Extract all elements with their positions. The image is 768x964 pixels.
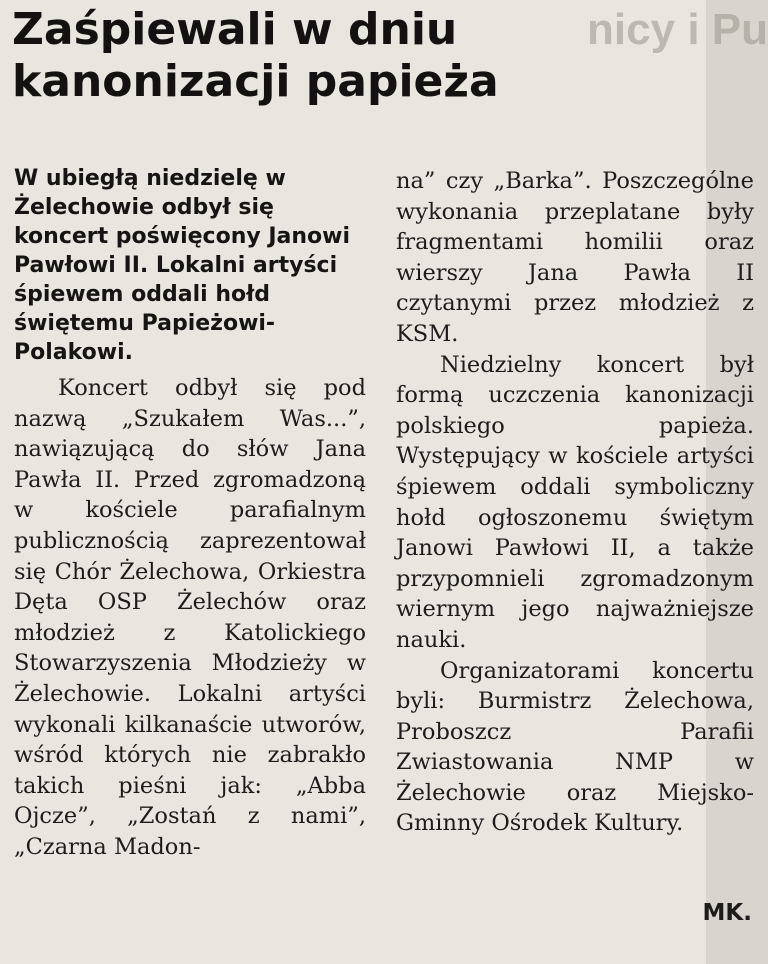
paragraph-2: [396, 350, 754, 656]
article-lead: W ubiegłą niedzielę w Żelechowie odbył się koncert poświęcony Janowi Pawłowi II. Lokalni artyści śpiewem oddali hołd świętemu Papieżowi-Polakowi.: [14, 166, 351, 365]
paragraph-1-continued: na” czy „Barka”. Poszczególne wykonania przeplatane były fragmentami homilii oraz wierszy Jana Pawła II czytanymi przez młodzież z KSM.: [396, 168, 754, 347]
article-headline: Zaśpiewali w dniu kanonizacji papieża: [12, 4, 499, 107]
author-signature: MK.: [702, 900, 752, 926]
paragraph-2-text: Niedzielny koncert był formą uczczenia kanonizacji polskiego papieża. Występujący w kościele artyści śpiewem oddali symboliczny hołd ogłoszonemu świętym Janowi Pawłowi II, a także przypomnieli zgromadzonym wiernym jego najważniejsze nauki.: [396, 351, 754, 653]
paragraph-3-text: Organizatorami koncertu byli: Burmistrz Żelechowa, Proboszcz Parafii Zwiastowania NMP w Żelechowie oraz Miejsko-Gminny Ośrodek Kultury.: [396, 657, 754, 837]
column-right: [396, 166, 754, 839]
paragraph-1-text: Koncert odbył się pod nazwą „Szukałem Was...”, nawiązującą do słów Jana Pawła II. Przed zgromadzoną w kościele parafialnym publicznością zaprezentował się Chór Żelechowa, Orkiestra Dęta OSP Żelechów oraz młodzież z Katolickiego Stowarzyszenia Młodzieży w Żelechowie. Lokalni artyści wykonali kilkanaście utworów, wśród których nie zabrakło takich pieśni jak: „Abba Ojcze”, „Zostań z nami”, „Czarna Madon-: [14, 375, 366, 860]
adjacent-headline-fragment: nicy i Pu: [587, 5, 768, 54]
paragraph-1: [14, 373, 366, 863]
column-left: [14, 164, 366, 863]
paragraph-3: [396, 656, 754, 840]
